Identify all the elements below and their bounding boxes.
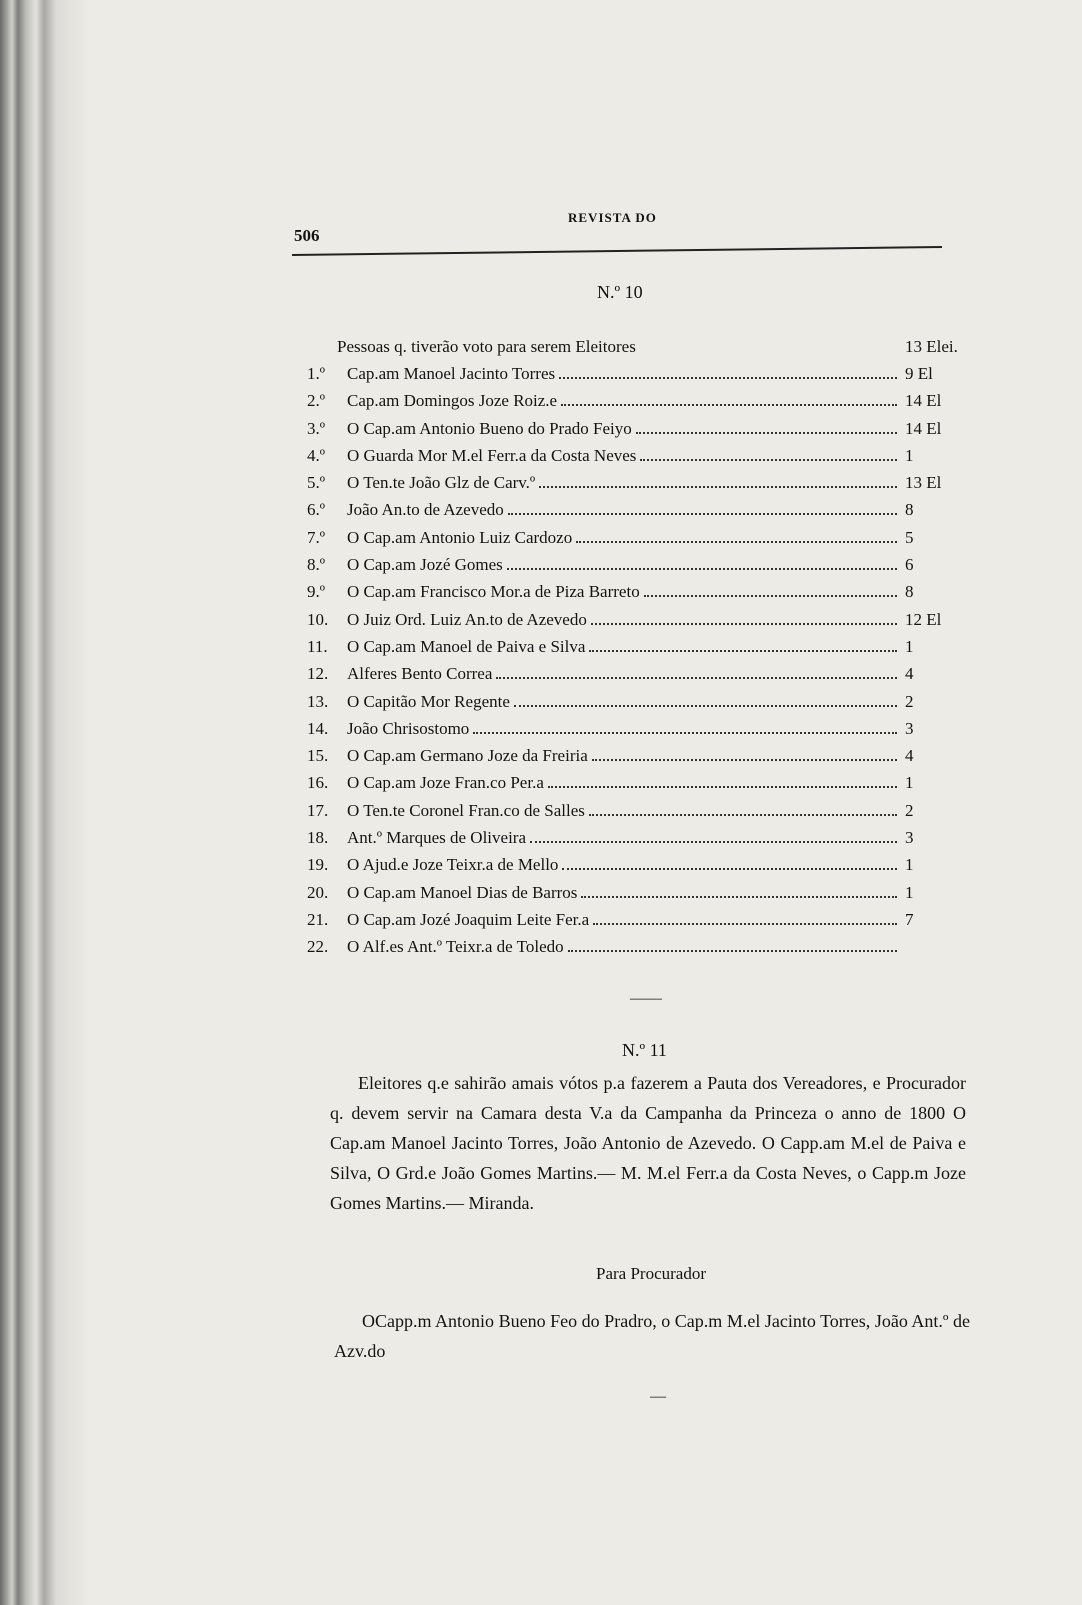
procurador-heading: Para Procurador bbox=[596, 1264, 706, 1283]
voter-row bbox=[307, 391, 967, 418]
voter-number: 8.º bbox=[307, 555, 326, 575]
voter-name: O Cap.am Jozé Gomes bbox=[347, 555, 503, 575]
voter-name: Cap.am Manoel Jacinto Torres bbox=[347, 364, 556, 383]
leader-dots bbox=[514, 705, 897, 707]
section-11-title: N.º 11 bbox=[622, 1040, 667, 1060]
voter-row bbox=[307, 528, 967, 555]
voter-number: 7.º bbox=[307, 527, 326, 547]
leader-dots bbox=[636, 432, 897, 434]
voter-list bbox=[307, 364, 967, 965]
vote-count: 8 bbox=[905, 582, 914, 602]
voter-row bbox=[307, 446, 967, 473]
vote-count: 1 bbox=[905, 445, 914, 465]
vote-count: 6 bbox=[905, 555, 914, 575]
voter-name: O Cap.am Antonio Luiz Cardozo bbox=[347, 527, 573, 547]
voter-number: 4.º bbox=[307, 445, 326, 465]
voter-name: O Ajud.e Joze Teixr.a de Mello bbox=[347, 855, 559, 875]
voter-row bbox=[307, 801, 967, 828]
vote-count: 4 bbox=[905, 664, 914, 684]
voter-row bbox=[307, 637, 967, 664]
vote-count: 12 El bbox=[905, 609, 942, 629]
voter-name: Cap.am Domingos Joze Roiz.e bbox=[347, 391, 558, 411]
voter-name: O Cap.am Manoel de Paiva e Silva bbox=[347, 636, 586, 656]
vote-count: 4 bbox=[905, 746, 914, 766]
voter-name: O Capitão Mor Regente bbox=[347, 691, 510, 711]
section-11-paragraph: Eleitores q.e sahirão amais vótos p.a fazerem a Pauta dos Vereadores, e Procurador q. devem servir na Camara desta V.a da Campanha da Princeza o anno de 1800 O Cap.am Manoel Jacinto Torres, João Antonio de Azevedo. O Capp.am M.el de Paiva e Silva, O Grd.e João Gomes Martins.— M. M.el Ferr.a da Costa Neves, o Capp.m Joze Gomes Martins.— Miranda. bbox=[330, 1073, 966, 1213]
voter-name: João An.to de Azevedo bbox=[347, 500, 504, 520]
voter-name: O Cap.am Francisco Mor.a de Piza Barreto bbox=[347, 582, 640, 602]
leader-dots bbox=[640, 459, 897, 461]
leader-dots bbox=[561, 404, 897, 406]
voter-name: Ant.º Marques de Oliveira bbox=[347, 828, 526, 848]
leader-dots bbox=[644, 595, 897, 597]
voter-number: 3.º bbox=[307, 418, 326, 438]
vote-count: 8 bbox=[905, 500, 914, 520]
leader-dots bbox=[507, 568, 897, 570]
voter-row bbox=[307, 582, 967, 609]
leader-dots bbox=[589, 814, 897, 816]
voter-number: 5.º bbox=[307, 473, 326, 493]
vote-count: 2 bbox=[905, 691, 914, 711]
leader-dots bbox=[496, 677, 897, 679]
voter-number: 22. bbox=[307, 937, 329, 957]
voter-row bbox=[307, 719, 967, 746]
section-10-intro: Pessoas q. tiverão voto para serem Eleitores bbox=[337, 337, 636, 356]
leader-dots bbox=[592, 759, 897, 761]
leader-dots bbox=[589, 650, 897, 652]
voter-row bbox=[307, 692, 967, 719]
voter-name: O Ten.te Coronel Fran.co de Salles bbox=[347, 800, 585, 820]
voter-row bbox=[307, 773, 967, 800]
voter-number: 16. bbox=[307, 773, 329, 793]
voter-name: O Cap.am Antonio Bueno do Prado Feiyo bbox=[347, 418, 632, 438]
vote-count: 2 bbox=[905, 800, 914, 820]
vote-count: 13 El bbox=[905, 473, 942, 493]
vote-count: 7 bbox=[905, 909, 914, 929]
voter-name: O Alf.es Ant.º Teixr.a de Toledo bbox=[347, 937, 564, 957]
leader-dots bbox=[576, 541, 897, 543]
voter-row bbox=[307, 610, 967, 637]
vote-count: 1 bbox=[905, 773, 914, 793]
voter-row bbox=[307, 364, 967, 391]
page-number: 506 bbox=[294, 226, 320, 245]
voter-row bbox=[307, 855, 967, 882]
voter-name: O Cap.am Jozé Joaquim Leite Fer.a bbox=[347, 909, 590, 929]
voter-number: 11. bbox=[307, 636, 328, 656]
leader-dots bbox=[591, 623, 897, 625]
leader-dots bbox=[593, 923, 897, 925]
voter-number: 12. bbox=[307, 664, 329, 684]
end-mark: — bbox=[650, 1388, 666, 1405]
voter-row bbox=[307, 473, 967, 500]
voter-number: 2.º bbox=[307, 391, 326, 411]
leader-dots bbox=[568, 950, 897, 952]
voter-row bbox=[307, 910, 967, 937]
voter-number: 13. bbox=[307, 691, 329, 711]
header-rule bbox=[292, 246, 942, 256]
vote-count: 1 bbox=[905, 882, 914, 902]
leader-dots bbox=[539, 486, 897, 488]
section-10-intro-total: 13 Elei. bbox=[905, 337, 958, 356]
vote-count: 9 El bbox=[905, 364, 933, 383]
vote-count: 1 bbox=[905, 636, 914, 656]
voter-row bbox=[307, 664, 967, 691]
voter-row bbox=[307, 937, 967, 964]
voter-number: 6.º bbox=[307, 500, 326, 520]
voter-row bbox=[307, 746, 967, 773]
voter-row bbox=[307, 555, 967, 582]
voter-number: 21. bbox=[307, 909, 329, 929]
voter-number: 10. bbox=[307, 609, 329, 629]
leader-dots bbox=[473, 732, 897, 734]
voter-name: O Cap.am Joze Fran.co Per.a bbox=[347, 773, 544, 793]
voter-row bbox=[307, 419, 967, 446]
voter-number: 17. bbox=[307, 800, 329, 820]
voter-name: O Guarda Mor M.el Ferr.a da Costa Neves bbox=[347, 445, 637, 465]
leader-dots bbox=[530, 841, 897, 843]
voter-name: O Juiz Ord. Luiz An.to de Azevedo bbox=[347, 609, 587, 629]
vote-count: 3 bbox=[905, 828, 914, 848]
voter-row bbox=[307, 500, 967, 527]
voter-row bbox=[307, 828, 967, 855]
vote-count: 14 El bbox=[905, 391, 942, 411]
leader-dots bbox=[548, 786, 897, 788]
voter-row bbox=[307, 883, 967, 910]
vote-count: 1 bbox=[905, 855, 914, 875]
running-title: REVISTA DO bbox=[568, 210, 657, 225]
leader-dots bbox=[562, 868, 897, 870]
voter-name: O Cap.am Manoel Dias de Barros bbox=[347, 882, 578, 902]
vote-count: 3 bbox=[905, 718, 914, 738]
section-separator: —— bbox=[630, 990, 662, 1007]
voter-number: 19. bbox=[307, 855, 329, 875]
procurador-text: OCapp.m Antonio Bueno Feo do Pradro, o Cap.m M.el Jacinto Torres, João Ant.º de Azv.do bbox=[334, 1311, 970, 1361]
leader-dots bbox=[581, 896, 897, 898]
leader-dots bbox=[559, 377, 897, 379]
voter-name: João Chrisostomo bbox=[347, 718, 470, 738]
voter-number: 14. bbox=[307, 718, 329, 738]
voter-name: O Ten.te João Glz de Carv.º bbox=[347, 473, 536, 493]
voter-number: 18. bbox=[307, 828, 329, 848]
leader-dots bbox=[508, 513, 897, 515]
voter-number: 15. bbox=[307, 746, 329, 766]
voter-name: Alferes Bento Correa bbox=[347, 664, 493, 684]
voter-number: 20. bbox=[307, 882, 329, 902]
section-10-title: N.º 10 bbox=[597, 282, 643, 302]
vote-count: 14 El bbox=[905, 418, 942, 438]
voter-number: 9.º bbox=[307, 582, 326, 602]
voter-name: O Cap.am Germano Joze da Freiria bbox=[347, 746, 588, 766]
vote-count: 5 bbox=[905, 527, 914, 547]
voter-number: 1.º bbox=[307, 364, 326, 383]
